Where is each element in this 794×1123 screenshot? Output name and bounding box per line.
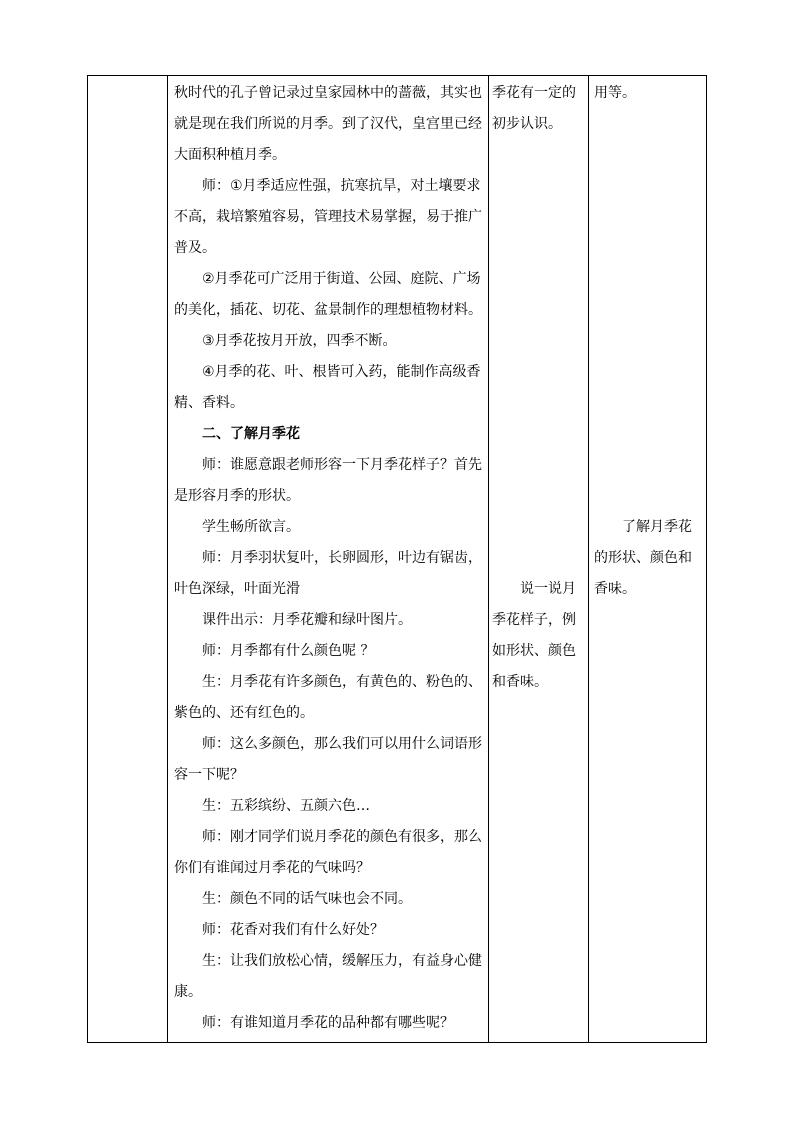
paragraph: 生：让我们放松心情，缓解压力，有益身心健康。	[174, 953, 482, 1000]
column-divider	[488, 76, 489, 1042]
teaching-process-column	[174, 78, 488, 1039]
paragraph: 生：月季花有许多颜色，有黄色的、粉色的、紫色的、还有红色的。	[174, 674, 482, 721]
paragraph: 师：谁愿意跟老师形容一下月季花样子？首先是形容月季的形状。	[174, 457, 482, 504]
intent-line: 了解月季花	[622, 519, 692, 535]
paragraph: 师：这么多颜色，那么我们可以用什么词语形容一下呢？	[174, 736, 482, 783]
activity-line: 初步认识。	[492, 116, 562, 132]
paragraph: ②月季花可广泛用于街道、公园、庭院、广场的美化，插花、切花、盆景制作的理想植物材料。	[174, 271, 482, 318]
paragraph: 学生畅所欲言。	[202, 519, 300, 535]
paragraph: 师：月季都有什么颜色呢 ？	[202, 643, 375, 659]
activity-line: 如形状、颜色	[492, 643, 576, 659]
paragraph: 师：花香对我们有什么好处？	[202, 922, 384, 938]
paragraph: 生：颜色不同的话气味也会不同。	[202, 891, 412, 907]
column-divider	[167, 76, 168, 1042]
activity-line: 季花样子，例	[492, 612, 576, 628]
intent-line: 香味。	[594, 581, 636, 597]
paragraph: 秋时代的孔子曾记录过皇家园林中的蔷薇，其实也就是现在我们所说的月季。到了汉代，皇宫里已经大面积种植月季。	[174, 85, 482, 163]
column-divider	[588, 76, 589, 1042]
paragraph: 师：月季羽状复叶，长卵圆形，叶边有锯齿，叶色深绿，叶面光滑	[174, 550, 482, 597]
paragraph: ③月季花按月开放，四季不断。	[202, 333, 397, 349]
lesson-plan-table	[87, 75, 707, 1043]
section-heading: 二、了解月季花	[202, 426, 300, 442]
intent-line: 用等。	[594, 85, 636, 101]
paragraph: 师：有谁知道月季花的品种都有哪些呢？	[202, 1015, 454, 1031]
intent-line: 的形状、颜色和	[594, 550, 692, 566]
activity-line: 说一说月	[520, 581, 576, 597]
paragraph: ④月季的花、叶、根皆可入药，能制作高级香精、香料。	[174, 364, 481, 411]
paragraph: 生：五彩缤纷、五颜六色…	[202, 798, 370, 814]
paragraph: 师：刚才同学们说月季花的颜色有很多，那么你们有谁闻过月季花的气味吗？	[174, 829, 482, 876]
activity-line: 季花有一定的	[492, 85, 576, 101]
student-activity-column	[492, 78, 584, 698]
design-intent-column	[594, 78, 704, 605]
paragraph: 师：①月季适应性强，抗寒抗旱，对土壤要求不高，栽培繁殖容易，管理技术易掌握，易于推广普及。	[174, 178, 482, 256]
activity-line: 和香味。	[492, 674, 548, 690]
paragraph: 课件出示：月季花瓣和绿叶图片。	[202, 612, 412, 628]
